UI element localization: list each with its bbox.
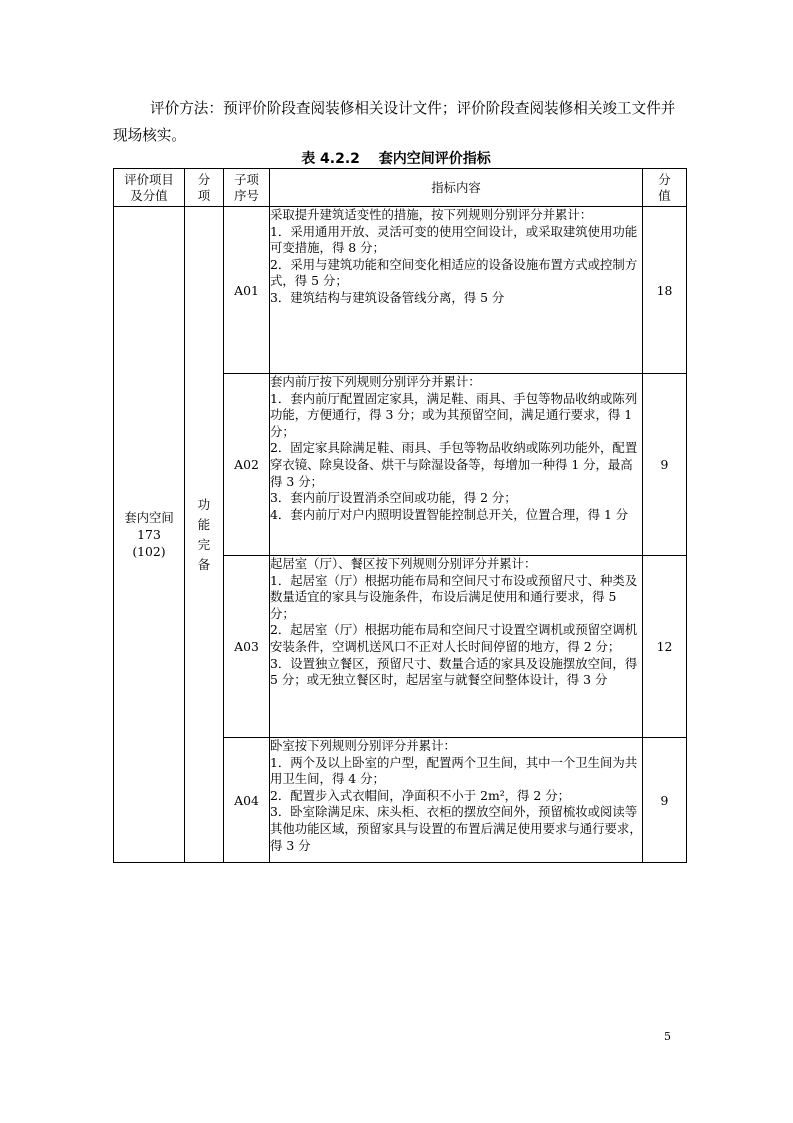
item-score: 18	[643, 207, 687, 374]
item-score: 12	[643, 556, 687, 738]
project-total: 173	[137, 527, 161, 542]
table-row	[114, 207, 687, 374]
content-line: 3．套内前厅设置消杀空间或功能，得 2 分；	[270, 490, 517, 506]
table-caption: 表 4.2.2 套内空间评价指标	[301, 151, 491, 167]
content-line: 1．起居室（厅）根据功能布局和空间尺寸布设或预留尺寸、种类及数量适宜的家具与设施条件，布设后满足使用和通行要求，得 5 分；	[270, 572, 638, 621]
content-line: 采取提升建筑适变性的措施，按下列规则分别评分并累计：	[270, 207, 593, 222]
item-no: A02	[224, 374, 270, 556]
content-line: 1．两个及以上卧室的户型，配置两个卫生间，其中一个卫生间为共用卫生间，得 4 分；	[270, 754, 638, 787]
item-content	[270, 556, 643, 738]
content-line: 1．套内前厅配置固定家具，满足鞋、雨具、手包等物品收纳或陈列功能，方便通行，得 3 分；或为其预留空间，满足通行要求，得 1 分；	[270, 390, 638, 439]
content-line: 卧室按下列规则分别评分并累计：	[270, 738, 456, 753]
item-content	[270, 738, 643, 863]
content-line: 1．采用通用开放、灵活可变的使用空间设计，或采取建筑使用功能可变措施，得 8 分；	[270, 223, 638, 256]
content-line: 3．卧室除满足床、床头柜、衣柜的摆放空间外，预留梳妆或阅读等其他功能区域，预留家具与设置的布置后满足使用要求与通行要求，得 3 分	[270, 804, 642, 853]
content-line: 2．固定家具除满足鞋、雨具、手包等物品收纳或陈列功能外，配置穿衣镜、除臭设备、烘干与除湿设备等，每增加一种得 1 分，最高得 3 分；	[270, 440, 638, 489]
content-line: 2．配置步入式衣帽间，净面积不小于 2m²，得 2 分；	[270, 787, 570, 803]
header-content: 指标内容	[270, 169, 643, 207]
content-line: 3．设置独立餐区，预留尺寸、数量合适的家具及设施摆放空间，得 5 分；或无独立餐区时，起居室与就餐空间整体设计，得 3 分	[270, 655, 638, 688]
header-category: 分项	[185, 169, 224, 207]
content-line: 起居室（厅）、餐区按下列规则分别评分并累计：	[270, 556, 537, 571]
category-cell	[185, 207, 224, 863]
item-content	[270, 374, 643, 556]
evaluation-method-text: 评价方法：预评价阶段查阅装修相关设计文件；评价阶段查阅装修相关竣工文件并现场核实。	[113, 100, 676, 144]
header-project: 评价项目及分值	[114, 169, 185, 207]
project-cell	[114, 207, 185, 863]
content-line: 套内前厅按下列规则分别评分并累计：	[270, 374, 481, 389]
item-no: A04	[224, 738, 270, 863]
item-score: 9	[643, 738, 687, 863]
item-content	[270, 207, 643, 374]
content-line: 2．采用与建筑功能和空间变化相适应的设备设施布置方式或控制方式，得 5 分；	[270, 256, 638, 289]
item-no: A03	[224, 556, 270, 738]
header-item-no: 子项序号	[224, 169, 270, 207]
project-name: 套内空间	[124, 510, 174, 525]
page-number: 5	[664, 1030, 671, 1043]
item-no: A01	[224, 207, 270, 374]
table-header-row	[114, 169, 687, 207]
project-sub-score: (102)	[132, 544, 166, 559]
content-line: 4．套内前厅对户内照明设置智能控制总开关，位置合理，得 1 分	[270, 506, 629, 522]
category-label: 功能完备	[197, 496, 211, 572]
content-line: 3．建筑结构与建筑设备管线分离，得 5 分	[270, 289, 505, 305]
header-score: 分值	[643, 169, 687, 207]
evaluation-table	[113, 168, 687, 863]
content-line: 2．起居室（厅）根据功能布局和空间尺寸设置空调机或预留空调机安装条件，空调机送风口不正对人长时间停留的地方，得 2 分；	[270, 622, 638, 654]
item-score: 9	[643, 374, 687, 556]
